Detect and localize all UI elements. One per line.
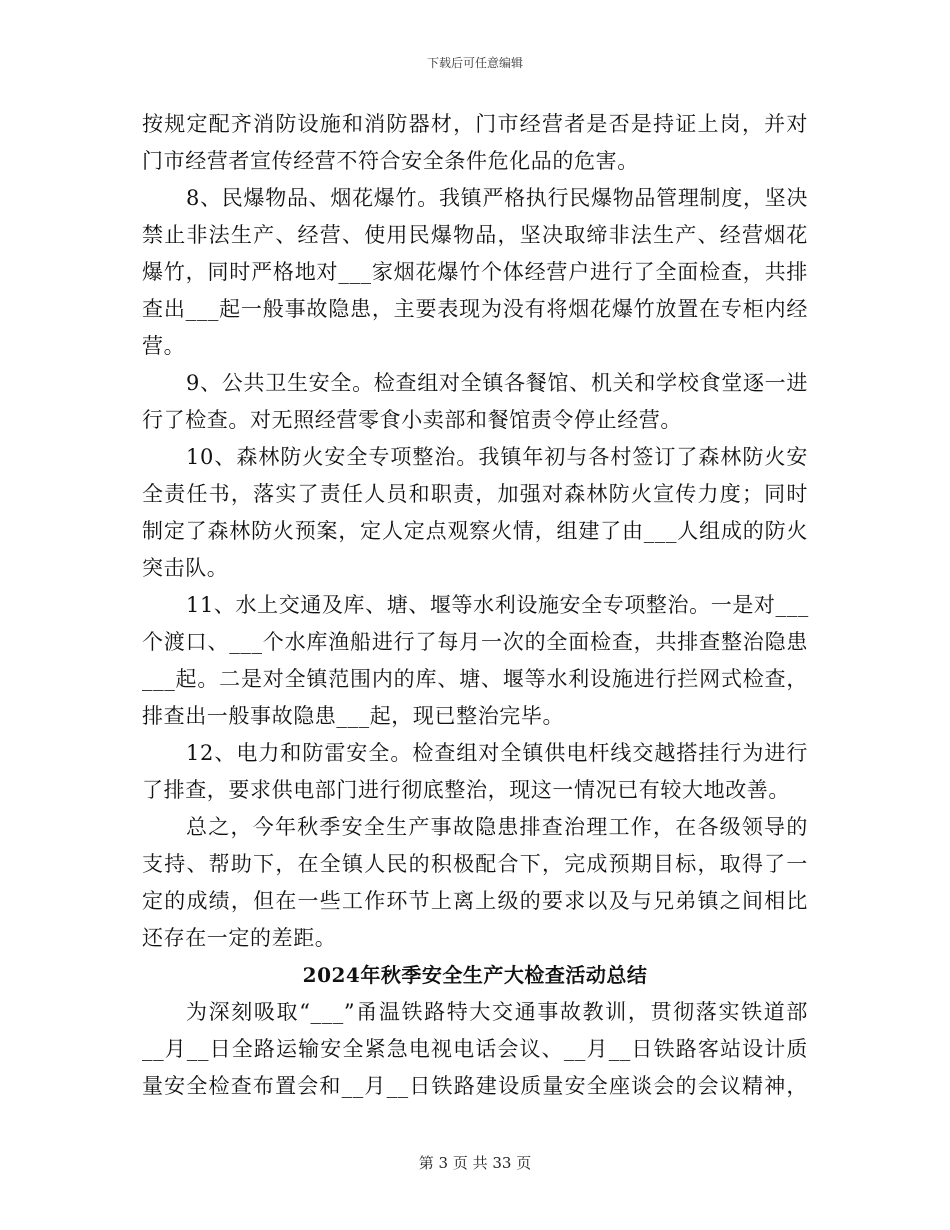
paragraph-line: 10、森林防火安全专项整治。我镇年初与各村签订了森林防火安 bbox=[186, 445, 808, 469]
paragraph-line: 8、民爆物品、烟花爆竹。我镇严格执行民爆物品管理制度，坚决 bbox=[186, 186, 808, 210]
paragraph-line: 按规定配齐消防设施和消防器材，门市经营者是否是持证上岗，并对 bbox=[142, 112, 808, 136]
document-body bbox=[142, 106, 808, 1105]
section-title: 2024年秋季安全生产大检查活动总结 bbox=[302, 963, 648, 987]
page-header: 下载后可任意编辑 bbox=[426, 56, 523, 70]
paragraph-line: 总之，今年秋季安全生产事故隐患排查治理工作，在各级领导的 bbox=[186, 815, 808, 839]
paragraph-line: 制定了森林防火预案，定人定点观察火情，组建了由___人组成的防火 bbox=[142, 519, 808, 543]
paragraph-line: 为深刻吸取“___”甬温铁路特大交通事故教训，贯彻落实铁道部 bbox=[186, 1000, 808, 1024]
paragraph-line: 9、公共卫生安全。检查组对全镇各餐馆、机关和学校食堂逐一进 bbox=[186, 371, 808, 395]
paragraph-line: 还存在一定的差距。 bbox=[142, 926, 337, 950]
paragraph-line: 支持、帮助下，在全镇人民的积极配合下，完成预期目标，取得了一 bbox=[142, 852, 808, 876]
paragraph-line: 了排查，要求供电部门进行彻底整治，现这一情况已有较大地改善。 bbox=[142, 778, 790, 802]
paragraph-line: 个渡口、___个水库渔船进行了每月一次的全面检查，共排查整治隐患 bbox=[142, 630, 808, 654]
paragraph-line: 全责任书，落实了责任人员和职责，加强对森林防火宣传力度；同时 bbox=[142, 482, 808, 506]
paragraph-line: 突击队。 bbox=[142, 556, 229, 580]
paragraph-line: 禁止非法生产、经营、使用民爆物品，坚决取缔非法生产、经营烟花 bbox=[142, 223, 808, 247]
paragraph-line: 定的成绩，但在一些工作环节上离上级的要求以及与兄弟镇之间相比 bbox=[142, 889, 808, 913]
paragraph-line: __月__日全路运输安全紧急电视电话会议、__月__日铁路客站设计质 bbox=[142, 1037, 808, 1061]
paragraph-line: 营。 bbox=[142, 334, 186, 358]
paragraph-line: 排查出一般事故隐患___起，现已整治完毕。 bbox=[142, 704, 565, 728]
paragraph-line: 门市经营者宣传经营不符合安全条件危化品的危害。 bbox=[142, 149, 639, 173]
paragraph-line: 行了检查。对无照经营零食小卖部和餐馆责令停止经营。 bbox=[142, 408, 682, 432]
paragraph-line: 爆竹，同时严格地对___家烟花爆竹个体经营户进行了全面检查，共排 bbox=[142, 260, 808, 284]
paragraph-line: 12、电力和防雷安全。检查组对全镇供电杆线交越搭挂行为进行 bbox=[186, 741, 808, 765]
page-number: 第 3 页 共 33 页 bbox=[418, 1154, 532, 1172]
paragraph-line: 11、水上交通及库、塘、堰等水利设施安全专项整治。一是对___ bbox=[186, 593, 809, 617]
paragraph-line: 量安全检查布置会和__月__日铁路建设质量安全座谈会的会议精神， bbox=[142, 1074, 808, 1098]
paragraph-line: 查出___起一般事故隐患，主要表现为没有将烟花爆竹放置在专柜内经 bbox=[142, 297, 808, 321]
paragraph-line: ___起。二是对全镇范围内的库、塘、堰等水利设施进行拦网式检查， bbox=[142, 667, 808, 691]
